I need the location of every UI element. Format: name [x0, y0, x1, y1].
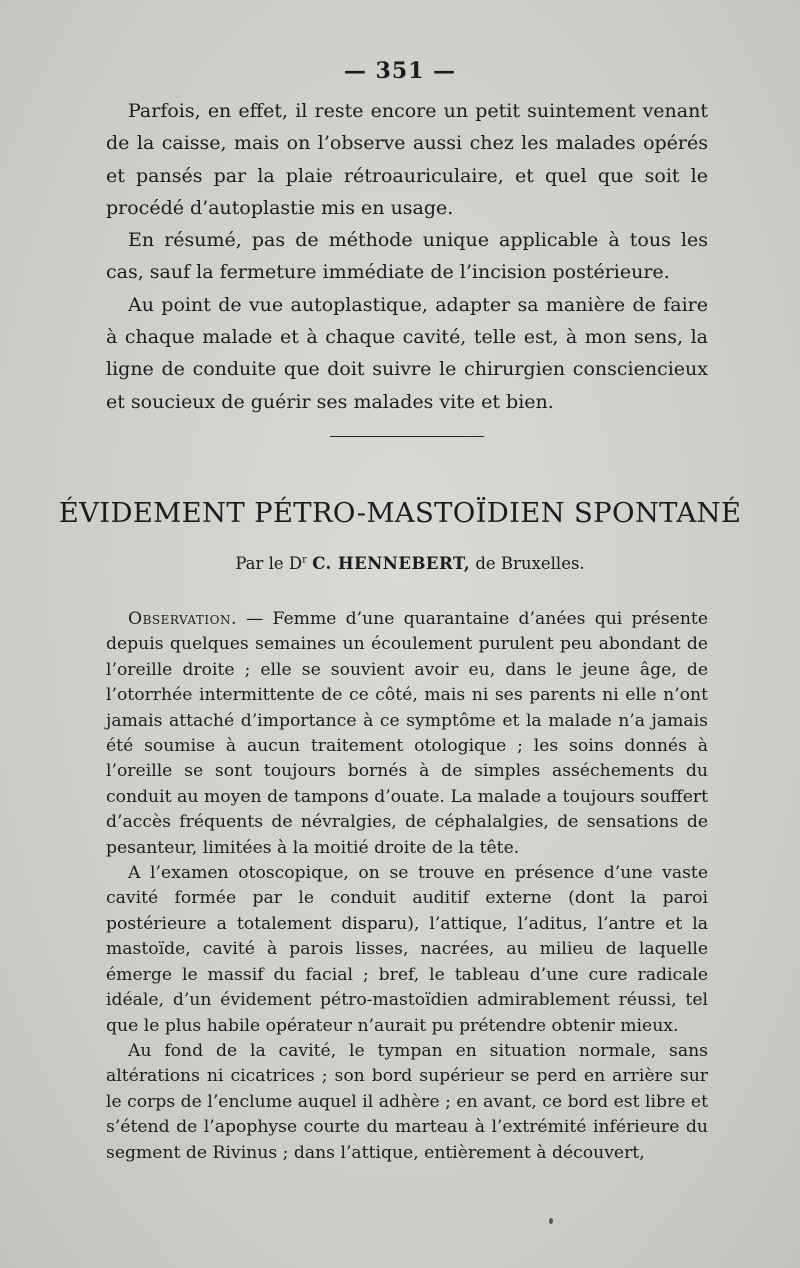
- page-number: — 351 —: [343, 58, 457, 84]
- observation-text: Femme d’une quarantaine d’anées qui présente depuis quelques semaines un écoulement purulent peu abondant de l’oreille droite ; elle se souvient avoir eu, dans le jeune âge, de l’otorrhée intermittente de ce côté, mais ni ses parents ni elle n’ont jamais attaché d’importance à ce symptôme et la malade n’a jamais été soumise à aucun traitement otologique ; les soins donnés à l’oreille se sont toujours bornés à de simples asséchements du conduit au moyen de tampons d’ouate. La malade a toujours souffert d’accès fréquents de névralgies, de céphalalgies, de sensations de pesanteur, limitées à la moitié droite de la tête.: [106, 609, 708, 858]
- observation-dash: —: [236, 609, 273, 629]
- paragraph: En résumé, pas de méthode unique applicable à tous les cas, sauf la fermeture immédiate de l’incision postérieure.: [106, 229, 708, 284]
- byline-prefix: Par le D: [235, 554, 303, 573]
- paragraph: [106, 607, 708, 861]
- paragraph: Au point de vue autoplastique, adapter sa manière de faire à chaque malade et à chaque cavité, telle est, à mon sens, la ligne de conduite que doit suivre le chirurgien consciencieux et soucieux de guérir ses malades vite et bien.: [106, 293, 708, 413]
- byline-superscript: r: [302, 554, 307, 566]
- article-title: ÉVIDEMENT PÉTRO-MASTOÏDIEN SPONTANÉ: [58, 497, 742, 529]
- byline: [0, 554, 800, 573]
- author-name: C. HENNEBERT,: [312, 554, 471, 573]
- paragraph: Au fond de la cavité, le tympan en situation normale, sans altérations ni cicatrices ; son bord supérieur se perd en arrière sur le corps de l’enclume auquel il adhère ; en avant, ce bord est libre et s’étend de l’apophyse courte du marteau à l’extrémité inférieure du segment de Rivinus ; dans l’attique, entièrement à découvert,: [106, 1040, 708, 1163]
- paragraph: A l’examen otoscopique, on se trouve en présence d’une vaste cavité formée par le conduit auditif externe (dont la paroi postérieure a totalement disparu), l’attique, l’aditus, l’antre et la mastoïde, cavité à parois lisses, nacrées, au milieu de laquelle émerge le massif du facial ; bref, le tableau d’une cure radicale idéale, d’un évidement pétro-mastoïdien admirablement réussi, tel que le plus habile opérateur n’aurait pu prétendre obtenir mieux.: [106, 863, 708, 1036]
- observation-label: Observation.: [128, 609, 237, 629]
- section-divider: [330, 436, 484, 437]
- ink-speck: [549, 1218, 553, 1224]
- observation-section: [106, 607, 708, 1166]
- paragraph: Parfois, en effet, il reste encore un petit suintement venant de la caisse, mais on l’observe aussi chez les malades opérés et pansés par la plaie rétroauriculaire, et quel que soit le procédé d’autoplastie mis en usage.: [106, 100, 708, 219]
- continued-text: [106, 95, 708, 418]
- author-affiliation: de Bruxelles.: [475, 554, 585, 573]
